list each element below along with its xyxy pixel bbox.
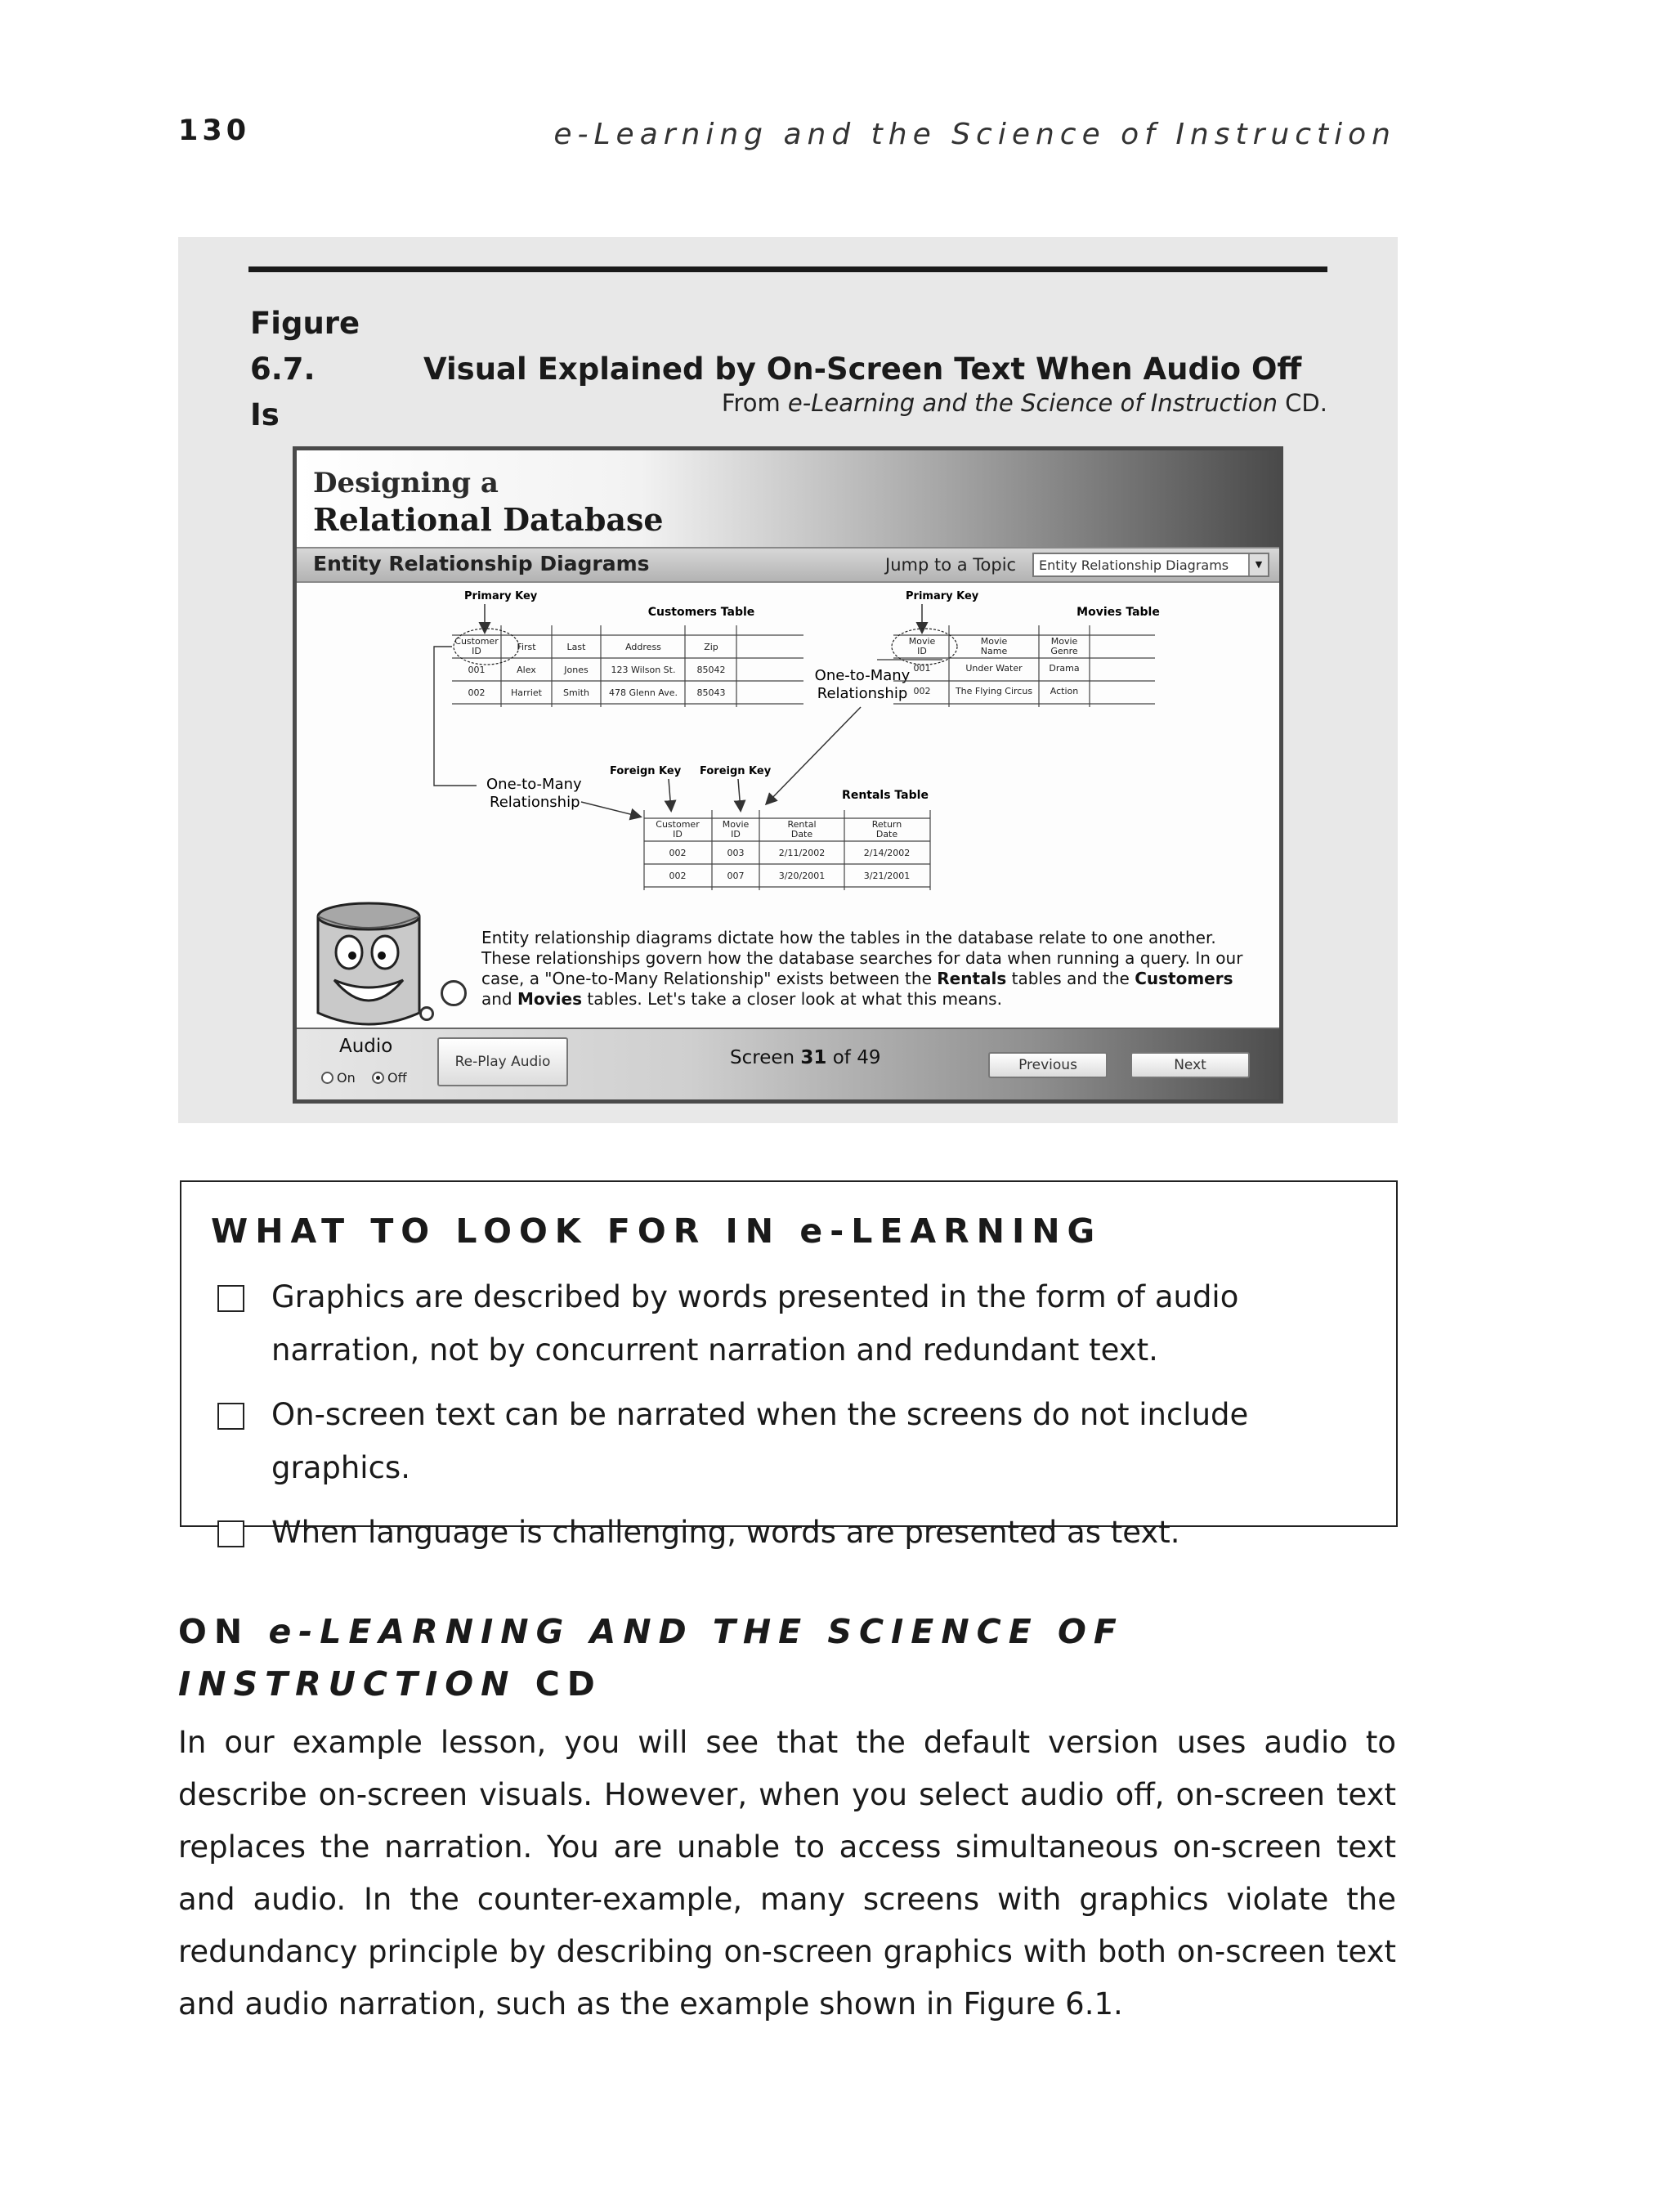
screen-current: 31 [800, 1047, 827, 1068]
explanation-part4: tables. Let's take a closer look at what this means. [582, 989, 1002, 1009]
explanation-bold-rentals: Rentals [937, 969, 1007, 988]
radio-checked-icon[interactable] [372, 1072, 384, 1084]
section-heading-prefix: ON [178, 1612, 269, 1651]
table-cell: 3/20/2001 [778, 871, 826, 881]
foreign-key-label-1: Foreign Key [610, 765, 682, 777]
relationship-arrow-left [581, 802, 640, 817]
rentals-header-return-1: Return [871, 819, 902, 830]
table-cell: 478 Glenn Ave. [609, 687, 678, 698]
rentals-header-movie-2: ID [731, 829, 741, 840]
checkbox-icon [217, 1520, 244, 1547]
table-cell: 001 [913, 663, 931, 674]
audio-off-label: Off [387, 1070, 407, 1086]
explanation-bold-movies: Movies [517, 989, 582, 1009]
table-cell: 002 [669, 848, 687, 858]
table-cell: 2/14/2002 [863, 848, 911, 858]
er-diagram-svg [297, 584, 1279, 928]
figure-source-suffix: CD. [1277, 389, 1327, 417]
explanation-part2: tables and the [1006, 969, 1135, 988]
screen-total: of 49 [832, 1047, 881, 1068]
table-cell: 123 Wilson St. [611, 665, 676, 675]
movies-primary-key-label: Primary Key [906, 590, 979, 602]
table-cell: Drama [1049, 663, 1080, 674]
table-cell: Alex [517, 665, 536, 675]
foreign-key-label-2: Foreign Key [700, 765, 772, 777]
movies-header-genre-2: Genre [1050, 646, 1078, 656]
figure-source-prefix: From [721, 389, 788, 417]
explanation-bold-customers: Customers [1135, 969, 1233, 988]
table-cell: Jones [564, 665, 589, 675]
movies-header-name-2: Name [980, 646, 1008, 656]
jump-to-topic-value: Entity Relationship Diagrams [1039, 557, 1229, 573]
table-cell: 003 [727, 848, 745, 858]
list-item [214, 1270, 1375, 1377]
rentals-header-cust-1: Customer [656, 819, 700, 830]
rentals-header-rental-2: Date [790, 829, 813, 840]
customers-header-address: Address [625, 642, 661, 652]
figure-title-line1: Visual Explained by On-Screen Text When Audio Off Is [250, 352, 1302, 432]
relationship-label-middle-2: Relationship [817, 685, 908, 702]
table-cell: 85042 [696, 665, 726, 675]
next-button[interactable]: Next [1130, 1052, 1250, 1078]
jump-to-topic-label: Jump to a Topic [885, 555, 1017, 575]
audio-on-label: On [337, 1070, 356, 1086]
section-heading-italic: e-LEARNING AND THE SCIENCE OF INSTRUCTION [178, 1612, 1124, 1704]
figure-source [722, 389, 1327, 417]
section-heading [178, 1605, 1396, 1710]
thought-bubble-small [419, 1006, 434, 1021]
rentals-header-movie-1: Movie [722, 819, 750, 830]
look-for-item-text: On-screen text can be narrated when the screens do not include graphics. [271, 1397, 1249, 1485]
figure-box [178, 237, 1398, 1123]
table-cell: The Flying Circus [955, 686, 1033, 696]
explanation-text [481, 928, 1266, 1010]
customers-header-zip: Zip [704, 642, 718, 652]
movies-header-name-1: Movie [980, 636, 1008, 647]
running-title: e-Learning and the Science of Instruction [553, 118, 1396, 151]
movies-header-id-1: Movie [908, 636, 936, 647]
figure-label: Figure 6.7. [250, 306, 360, 387]
look-for-item-text: When language is challenging, words are presented as text. [271, 1515, 1180, 1550]
screen-title-line2: Relational Database [313, 501, 664, 538]
screen-header [297, 450, 1279, 547]
running-head [178, 114, 1396, 163]
page-number: 130 [178, 114, 251, 147]
customers-header-id-2: ID [472, 646, 481, 656]
table-cell: Under Water [965, 663, 1023, 674]
section-heading-suffix: CD [516, 1664, 602, 1704]
audio-on-radio[interactable] [321, 1070, 356, 1086]
table-cell: 3/21/2001 [863, 871, 911, 881]
table-cell: 001 [468, 665, 486, 675]
table-cell: 002 [913, 686, 931, 696]
screen-navbar [297, 547, 1279, 583]
checkbox-icon [217, 1403, 244, 1430]
look-for-item-text: Graphics are described by words presented in the form of audio narration, not by concurrent narration and redundant text. [271, 1279, 1239, 1368]
relationship-label-left-1: One-to-Many [486, 776, 582, 793]
table-cell: 2/11/2002 [778, 848, 826, 858]
table-cell: 007 [727, 871, 745, 881]
figure-source-title: e-Learning and the Science of Instruction [787, 389, 1278, 417]
figure-rule [248, 266, 1327, 272]
screen-counter [730, 1047, 880, 1068]
replay-audio-button[interactable]: Re-Play Audio [437, 1037, 568, 1086]
relationship-label-middle-1: One-to-Many [814, 667, 911, 684]
section-title: Entity Relationship Diagrams [313, 552, 650, 575]
screen-title-line1: Designing a [313, 467, 499, 499]
look-for-title: WHAT TO LOOK FOR IN e-LEARNING [211, 1211, 1103, 1251]
database-mascot-icon [311, 898, 426, 1029]
look-for-list [214, 1270, 1375, 1570]
movies-header-id-2: ID [917, 646, 927, 656]
chevron-down-icon[interactable]: ▼ [1248, 554, 1268, 575]
audio-label: Audio [339, 1036, 393, 1057]
movies-table-title: Movies Table [1076, 606, 1160, 619]
previous-button[interactable]: Previous [988, 1052, 1108, 1078]
entity-relationship-diagram [297, 584, 1279, 928]
table-cell: 002 [468, 687, 486, 698]
customers-header-first: First [517, 642, 536, 652]
table-cell: 002 [669, 871, 687, 881]
what-to-look-for-box [180, 1180, 1398, 1550]
relationship-label-left-2: Relationship [490, 794, 580, 811]
explanation-part1: Entity relationship diagrams dictate how the tables in the database relate to one another. These relationships govern how the database searches for data when running a query. In our case, a "One-to-Many Relationship" exists between the [481, 928, 1243, 988]
table-cell: 85043 [696, 687, 726, 698]
table-cell: Smith [562, 687, 590, 698]
list-item [214, 1506, 1375, 1559]
list-item [214, 1388, 1375, 1494]
customers-primary-key-label: Primary Key [464, 590, 538, 602]
audio-off-radio[interactable] [372, 1070, 407, 1086]
rentals-table-title: Rentals Table [842, 789, 929, 802]
rentals-header-cust-2: ID [673, 829, 683, 840]
body-paragraph: In our example lesson, you will see that the default version uses audio to describe on-screen visuals. However, when you select audio off, on-screen text replaces the narration. You are unable to access simultaneous on-screen text and audio. In the counter-example, many screens with graphics violate the redundancy principle by describing on-screen graphics with both on-screen text and audio narration, such as the example shown in Figure 6.1. [178, 1725, 1396, 2022]
explanation-part3: and [481, 989, 517, 1009]
screen-footer [297, 1028, 1279, 1099]
customers-header-id-1: Customer [454, 636, 499, 647]
movies-header-genre-1: Movie [1050, 636, 1078, 647]
checkbox-icon [217, 1285, 244, 1312]
radio-unchecked-icon[interactable] [321, 1072, 333, 1084]
table-cell: Action [1050, 686, 1079, 696]
elearning-screenshot [293, 446, 1283, 1104]
customers-table-title: Customers Table [647, 606, 755, 619]
foreign-key-arrow-1 [669, 779, 671, 810]
foreign-key-arrow-2 [738, 779, 741, 810]
jump-to-topic-select[interactable] [1032, 553, 1269, 577]
thought-bubble-large [441, 980, 467, 1006]
screen-word: Screen [730, 1047, 795, 1068]
table-cell: Harriet [510, 687, 543, 698]
rentals-header-return-2: Date [875, 829, 898, 840]
customers-header-last: Last [566, 642, 586, 652]
rentals-header-rental-1: Rental [787, 819, 817, 830]
